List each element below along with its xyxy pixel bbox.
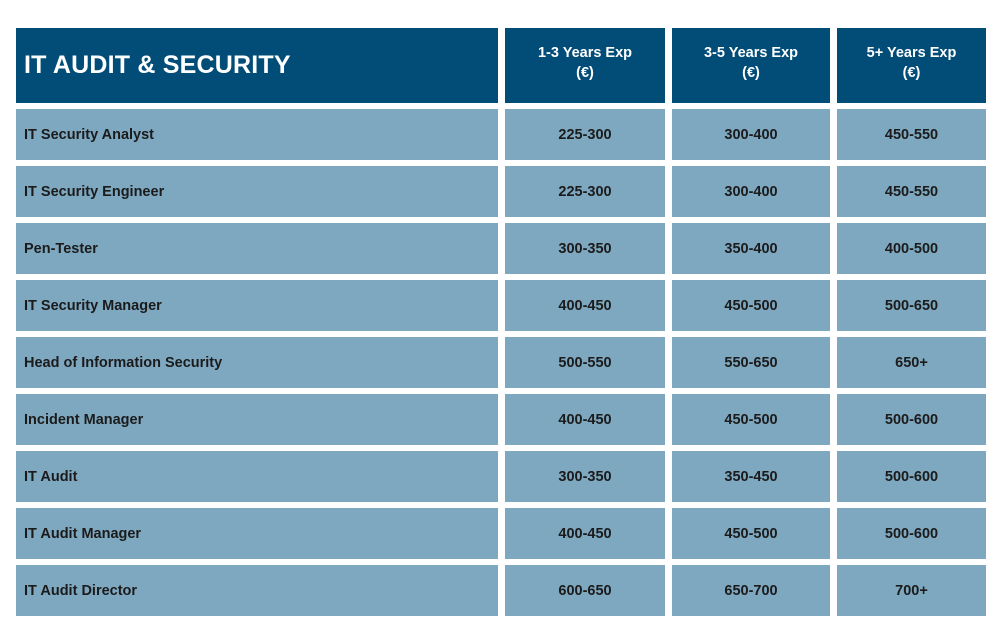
role-name: IT Security Engineer — [16, 166, 498, 217]
salary-1-3-years: 400-450 — [505, 280, 665, 331]
salary-3-5-years: 450-500 — [672, 508, 830, 559]
salary-1-3-years: 400-450 — [505, 394, 665, 445]
role-name: Incident Manager — [16, 394, 498, 445]
column-header-currency: (€) — [742, 64, 760, 81]
column-header-label: 1-3 Years Exp — [537, 44, 633, 61]
salary-3-5-years: 550-650 — [672, 337, 830, 388]
salary-5-plus-years: 500-600 — [837, 451, 986, 502]
salary-table — [16, 28, 986, 616]
table-title: IT AUDIT & SECURITY — [16, 28, 498, 103]
column-header-3-5-years — [672, 28, 830, 103]
salary-5-plus-years: 450-550 — [837, 166, 986, 217]
column-header-label: 5+ Years Exp — [866, 44, 957, 61]
salary-5-plus-years: 400-500 — [837, 223, 986, 274]
salary-5-plus-years: 700+ — [837, 565, 986, 616]
salary-1-3-years: 500-550 — [505, 337, 665, 388]
salary-1-3-years: 300-350 — [505, 451, 665, 502]
role-name: Pen-Tester — [16, 223, 498, 274]
role-name: IT Audit Director — [16, 565, 498, 616]
role-name: IT Audit Manager — [16, 508, 498, 559]
column-header-currency: (€) — [576, 64, 594, 81]
salary-1-3-years: 225-300 — [505, 109, 665, 160]
salary-3-5-years: 350-450 — [672, 451, 830, 502]
salary-5-plus-years: 500-600 — [837, 394, 986, 445]
role-name: IT Security Analyst — [16, 109, 498, 160]
column-header-5-plus-years — [837, 28, 986, 103]
salary-1-3-years: 400-450 — [505, 508, 665, 559]
salary-5-plus-years: 500-600 — [837, 508, 986, 559]
salary-3-5-years: 300-400 — [672, 166, 830, 217]
salary-5-plus-years: 500-650 — [837, 280, 986, 331]
role-name: IT Audit — [16, 451, 498, 502]
salary-3-5-years: 350-400 — [672, 223, 830, 274]
salary-3-5-years: 450-500 — [672, 280, 830, 331]
role-name: IT Security Manager — [16, 280, 498, 331]
salary-1-3-years: 225-300 — [505, 166, 665, 217]
salary-3-5-years: 450-500 — [672, 394, 830, 445]
column-header-currency: (€) — [902, 64, 921, 81]
salary-5-plus-years: 450-550 — [837, 109, 986, 160]
salary-5-plus-years: 650+ — [837, 337, 986, 388]
salary-1-3-years: 300-350 — [505, 223, 665, 274]
column-header-label: 3-5 Years Exp — [703, 44, 799, 61]
salary-3-5-years: 300-400 — [672, 109, 830, 160]
salary-1-3-years: 600-650 — [505, 565, 665, 616]
role-name: Head of Information Security — [16, 337, 498, 388]
salary-3-5-years: 650-700 — [672, 565, 830, 616]
column-header-1-3-years — [505, 28, 665, 103]
